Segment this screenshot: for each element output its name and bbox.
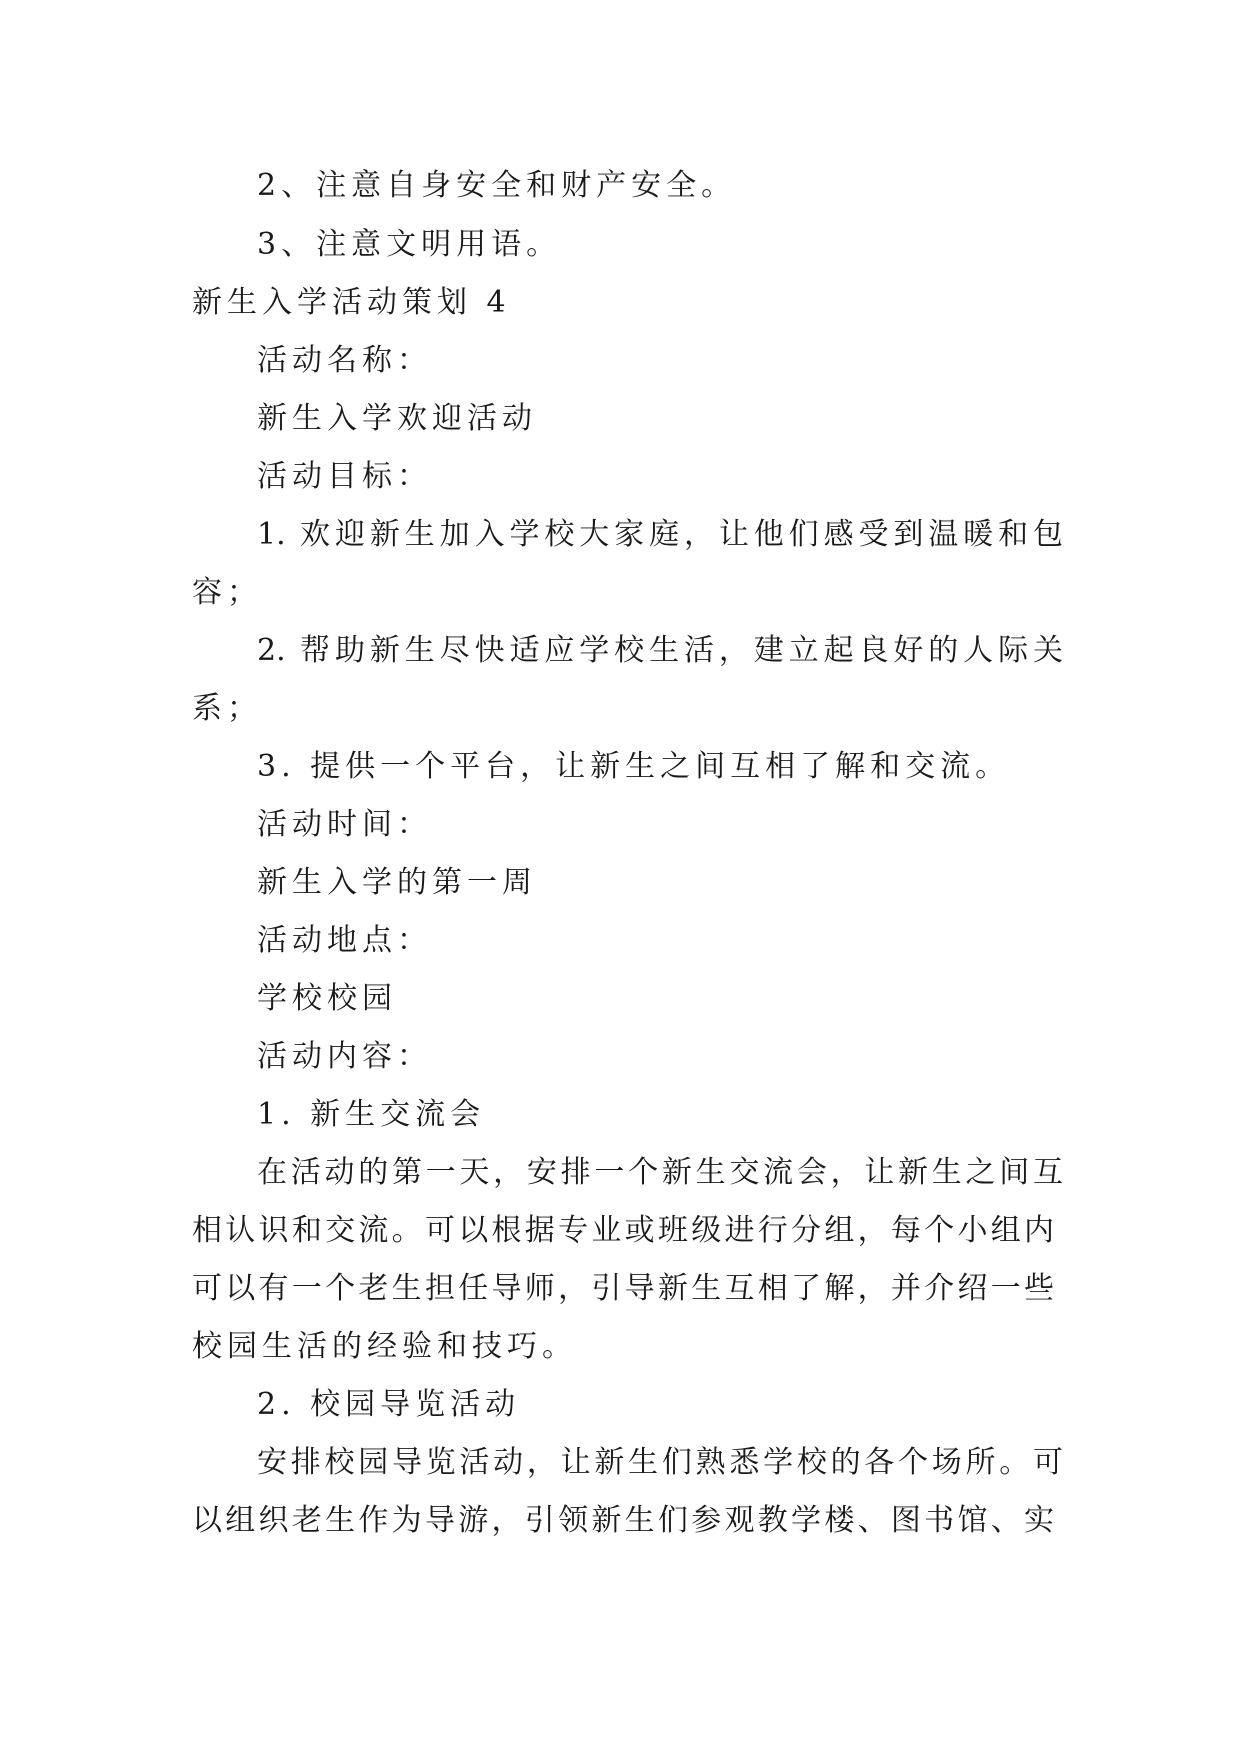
goal-item-1-cont: 容； [192, 575, 262, 610]
content-item-2-text-line: 以组织老生作为导游，引领新生们参观教学楼、图书馆、实 [192, 1503, 1054, 1538]
activity-content-label: 活动内容： [257, 1039, 432, 1074]
content-item-2-text-line: 安排校园导览活动，让新生们熟悉学校的各个场所。可 [257, 1445, 1063, 1480]
content-item-1-text-line: 校园生活的经验和技巧。 [192, 1329, 577, 1364]
activity-location-value: 学校校园 [257, 981, 397, 1016]
content-item-2-title: 2. 校园导览活动 [257, 1387, 521, 1422]
section-heading: 新生入学活动策划 4 [192, 285, 511, 320]
activity-time-value: 新生入学的第一周 [257, 865, 537, 900]
activity-name-value: 新生入学欢迎活动 [257, 401, 537, 436]
content-item-1-text-line: 相认识和交流。可以根据专业或班级进行分组，每个小组内 [192, 1213, 1054, 1248]
goal-item-2: 2. 帮助新生尽快适应学校生活，建立起良好的人际关 [257, 633, 1063, 668]
content-item-1-text-line: 在活动的第一天，安排一个新生交流会，让新生之间互 [257, 1155, 1063, 1190]
text-line-safety-note: 2、注意自身安全和财产安全。 [257, 168, 737, 203]
goal-item-3: 3. 提供一个平台，让新生之间互相了解和交流。 [257, 749, 1011, 784]
activity-name-label: 活动名称： [257, 343, 432, 378]
goal-item-2-cont: 系； [192, 691, 262, 726]
content-item-1-text-line: 可以有一个老生担任导师，引导新生互相了解，并介绍一些 [192, 1271, 1054, 1306]
activity-goals-label: 活动目标： [257, 459, 432, 494]
goal-item-1: 1. 欢迎新生加入学校大家庭，让他们感受到温暖和包 [257, 517, 1063, 552]
activity-time-label: 活动时间： [257, 807, 432, 842]
text-line-civility-note: 3、注意文明用语。 [257, 227, 562, 262]
content-item-1-title: 1. 新生交流会 [257, 1097, 486, 1132]
activity-location-label: 活动地点： [257, 923, 432, 958]
